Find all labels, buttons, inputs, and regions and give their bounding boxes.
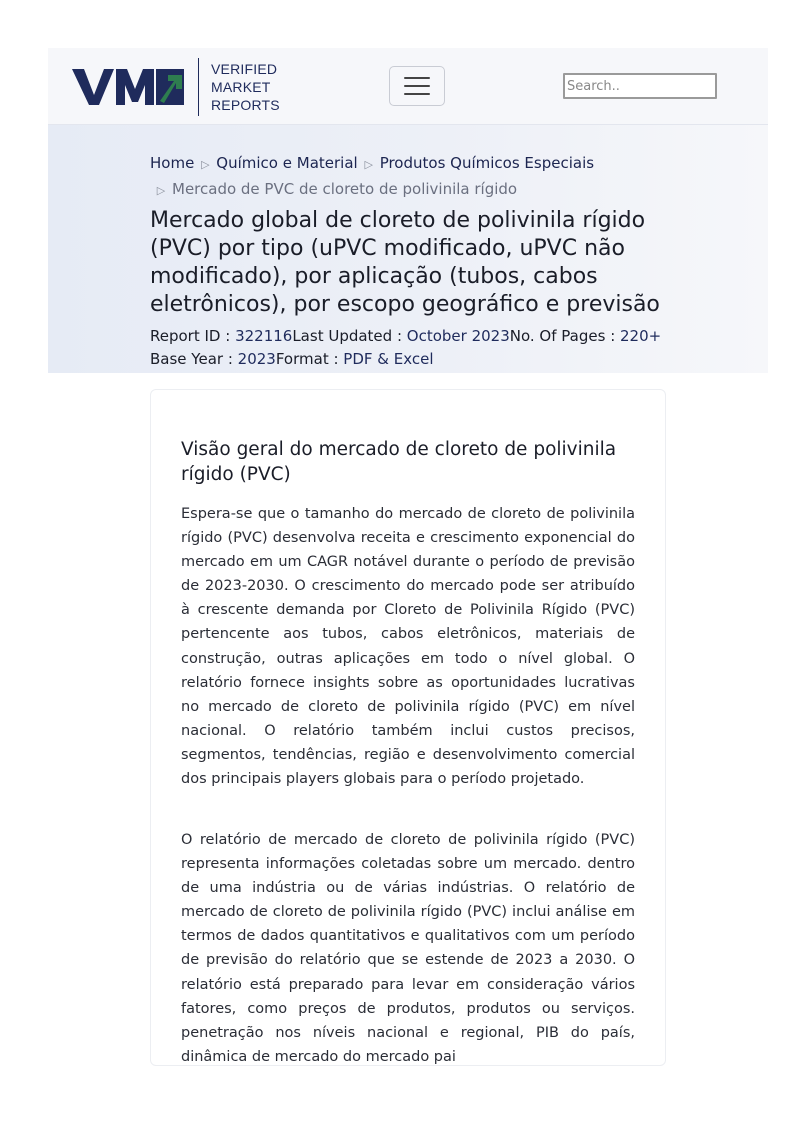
format-label: Format : <box>275 350 344 368</box>
breadcrumb-specialty-chemicals[interactable]: Produtos Químicos Especiais <box>379 154 595 172</box>
site-header <box>48 48 768 125</box>
search-input[interactable] <box>563 73 717 99</box>
menu-toggle-button[interactable] <box>389 66 445 106</box>
page-count: 220+ <box>620 327 662 345</box>
hamburger-icon <box>404 77 430 95</box>
overview-paragraph: O relatório de mercado de cloreto de polivinila rígido (PVC) representa informações coletadas sobre um mercado. dentro de uma indústria ou de várias indústrias. O relatório de mercado de cloreto de polivinila rígido (PVC) inclui análise em termos de dados quantitativos e qualitativos com um período de previsão do relatório que se estende de 2023 a 2030. O relatório está preparado para levar em consideração vários fatores, como preços de produtos, produtos ou serviços. penetração nos níveis nacional e regional, PIB do país, dinâmica de mercado do mercado pai <box>181 832 635 1065</box>
chevron-right-icon: ▷ <box>364 158 373 171</box>
breadcrumb-chemical-material[interactable]: Químico e Material <box>216 154 358 172</box>
overview-paragraph: Espera-se que o tamanho do mercado de cloreto de polivinila rígido (PVC) desenvolva receita e crescimento exponencial do mercado em um CAGR notável durante o período de previsão de 2023-2030. O crescimento do mercado pode ser atribuído à crescente demanda por Cloreto de Polivinila Rígido (PVC) pertencente aos tubos, cabos eletrônicos, materiais de construção, outras aplicações em todo o nível global. O relatório fornece insights sobre as oportunidades lucrativas no mercado de cloreto de polivinila rígido (PVC) em nível nacional. O relatório também inclui custos precisos, segmentos, tendências, região e desenvolvimento comercial dos principais players globais para o período projetado. <box>181 506 635 788</box>
overview-title: Visão geral do mercado de cloreto de polivinila rígido (PVC) <box>181 439 617 485</box>
last-updated-label: Last Updated : <box>292 327 407 345</box>
report-meta <box>150 325 670 371</box>
breadcrumb-current: Mercado de PVC de cloreto de polivinila rígido <box>172 180 518 198</box>
breadcrumb-home[interactable]: Home <box>150 154 195 172</box>
report-id: 322116 <box>235 327 293 345</box>
overview-card <box>150 389 666 1066</box>
chevron-right-icon: ▷ <box>201 158 210 171</box>
page-title: Mercado global de cloreto de polivinila rígido (PVC) por tipo (uPVC modificado, uPVC não modificado), por aplicação (tubos, cabos eletrônicos), por escopo geográfico e previsão <box>150 208 660 317</box>
pages-label: No. Of Pages : <box>509 327 621 345</box>
hero-section <box>48 125 768 373</box>
logo-text: VERIFIED MARKET REPORTS <box>211 61 280 113</box>
last-updated: October 2023 <box>406 327 510 345</box>
vmr-logo-mark <box>72 67 184 107</box>
logo[interactable] <box>72 58 280 116</box>
report-id-label: Report ID : <box>150 327 236 345</box>
breadcrumb <box>150 151 670 203</box>
report-format: PDF & Excel <box>343 350 434 368</box>
chevron-right-icon: ▷ <box>156 184 166 197</box>
base-year: 2023 <box>237 350 276 368</box>
base-year-label: Base Year : <box>150 350 238 368</box>
logo-divider <box>198 58 199 116</box>
